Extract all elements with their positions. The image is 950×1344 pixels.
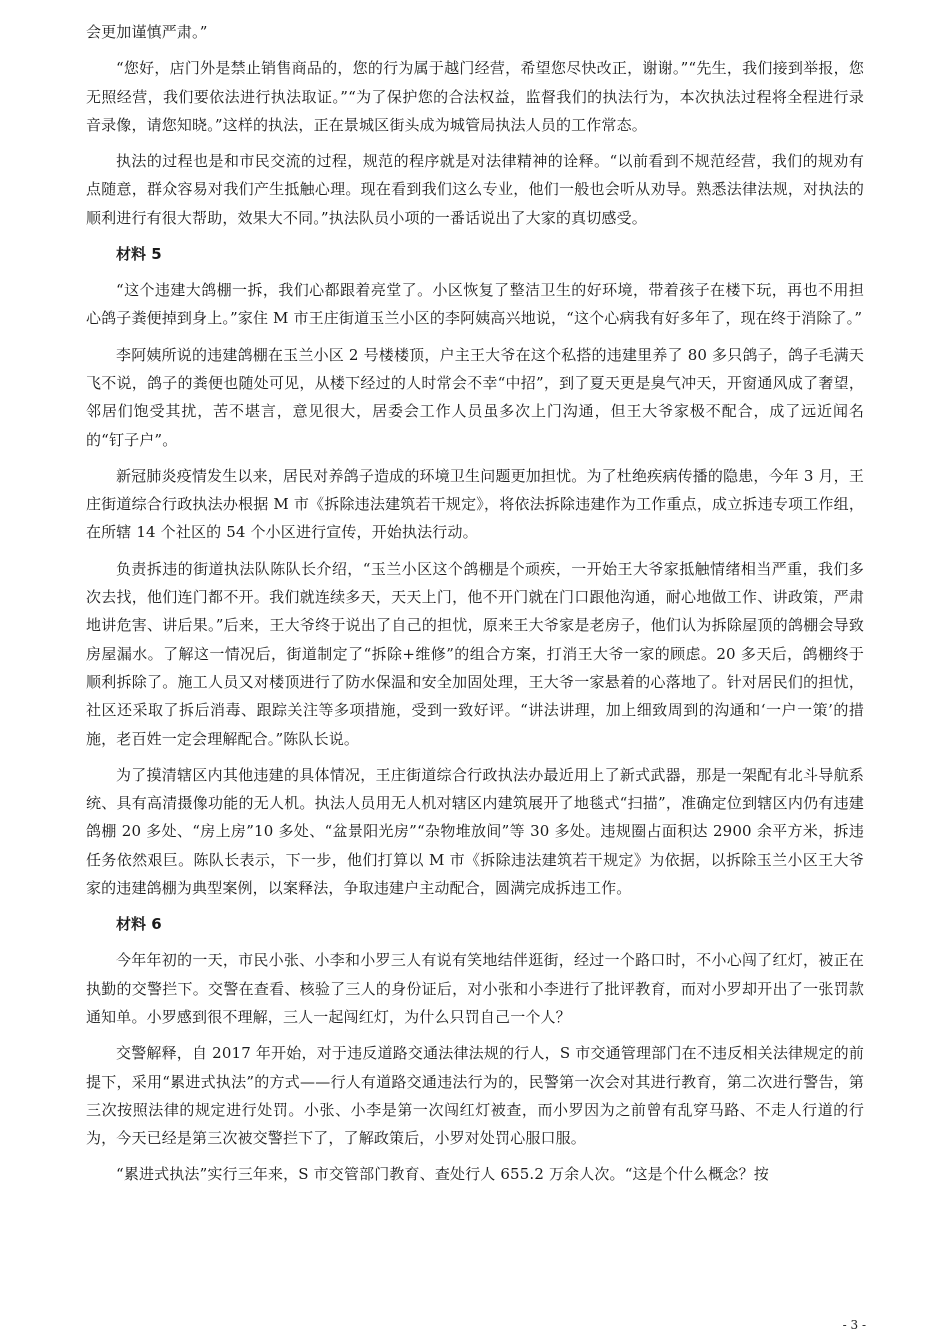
paragraph: “这个违建大鸽棚一拆，我们心都跟着亮堂了。小区恢复了整洁卫生的好环境，带着孩子在楼下玩，再也不用担心鸽子粪便掉到身上。”家住 M 市王庄街道玉兰小区的李阿姨高兴地说，“这个心病我有好多年了，现在终于消除了。” (86, 281, 864, 328)
document-page (86, 18, 864, 1197)
paragraph: “您好，店门外是禁止销售商品的，您的行为属于越门经营，希望您尽快改正，谢谢。”“先生，我们接到举报，您无照经营，我们要依法进行执法取证。”“为了保护您的合法权益，监督我们的执法行为，本次执法过程将全程进行录音录像，请您知晓。”这样的执法，正在景城区街头成为城管局执法人员的工作常态。 (86, 59, 864, 134)
paragraph: 今年年初的一天，市民小张、小李和小罗三人有说有笑地结伴逛街，经过一个路口时，不小心闯了红灯，被正在执勤的交警拦下。交警在查看、核验了三人的身份证后，对小张和小李进行了批评教育，而对小罗却开出了一张罚款通知单。小罗感到很不理解，三人一起闯红灯，为什么只罚自己一个人？ (86, 951, 864, 1026)
paragraph: 新冠肺炎疫情发生以来，居民对养鸽子造成的环境卫生问题更加担忧。为了杜绝疾病传播的隐患，今年 3 月，王庄街道综合行政执法办根据 M 市《拆除违法建筑若干规定》，将依法拆除违建作为工作重点，成立拆违专项工作组，在所辖 14 个社区的 54 个小区进行宣传，开始执法行动。 (86, 466, 865, 542)
paragraph: “累进式执法”实行三年来，S 市交管部门教育、查处行人 655.2 万余人次。“这是个什么概念？按 (116, 1165, 769, 1184)
paragraph: 执法的过程也是和市民交流的过程，规范的程序就是对法律精神的诠释。“以前看到不规范经营，我们的规劝有点随意，群众容易对我们产生抵触心理。现在看到我们这么专业，他们一般也会听从劝导。熟悉法律法规，对执法的顺利进行有很大帮助，效果大不同。”执法队员小项的一番话说出了大家的真切感受。 (86, 152, 864, 227)
paragraph: 为了摸清辖区内其他违建的具体情况，王庄街道综合行政执法办最近用上了新式武器，那是一架配有北斗导航系统、具有高清摄像功能的无人机。执法人员用无人机对辖区内建筑展开了地毯式“扫描”，准确定位到辖区内仍有违建鸽棚 20 多处、“房上房”10 多处、“盆景阳光房”“杂物堆放间”等 30 多处。违规圈占面积达 2900 余平方米，拆违任务依然艰巨。陈队长表示，下一步，他们打算以 M 市《拆除违法建筑若干规定》为依据，以拆除玉兰小区王大爷家的违建鸽棚为典型案例，以案释法，争取违建户主动配合，圆满完成拆违工作。 (86, 765, 864, 898)
paragraph-continuation: 会更加谨慎严肃。” (86, 23, 208, 41)
paragraph: 交警解释，自 2017 年开始，对于违反道路交通法律法规的行人，S 市交通管理部门在不违反相关法律规定的前提下，采用“累进式执法”的方式——行人有道路交通违法行为的，民警第一次会对其进行教育，第二次进行警告，第三次按照法律的规定进行处罚。小张、小李是第一次闯红灯被查，而小罗因为之前曾有乱穿马路、不走人行道的行为，今天已经是第三次被交警拦下了，了解政策后，小罗对处罚心服口服。 (86, 1044, 864, 1148)
paragraph: 负责拆违的街道执法队陈队长介绍，“玉兰小区这个鸽棚是个顽疾，一开始王大爷家抵触情绪相当严重，我们多次去找，他们连门都不开。我们就连续多天，天天上门，他不开门就在门口跟他沟通，耐心地做工作、讲政策，严肃地讲危害、讲后果。”后来，王大爷终于说出了自己的担忧，原来王大爷家是老房子，他们认为拆除屋顶的鸽棚会导致房屋漏水。了解这一情况后，街道制定了“拆除+维修”的组合方案，打消王大爷一家的顾虑。20 多天后，鸽棚终于顺利拆除了。施工人员又对楼顶进行了防水保温和安全加固处理，王大爷一家悬着的心落地了。针对居民们的担忧，社区还采取了拆后消毒、跟踪关注等多项措施，受到一致好评。“讲法讲理，加上细致周到的沟通和‘一户一策’的措施，老百姓一定会理解配合。”陈队长说。 (86, 559, 864, 748)
paragraph: 李阿姨所说的违建鸽棚在玉兰小区 2 号楼楼顶，户主王大爷在这个私搭的违建里养了 80 多只鸽子，鸽子毛满天飞不说，鸽子的粪便也随处可见，从楼下经过的人时常会不幸“中招”，到了夏天更是臭气冲天，开窗通风成了奢望，邻居们饱受其扰，苦不堪言，意见很大，居委会工作人员虽多次上门沟通，但王大爷家极不配合，成了远近闻名的“钉子户”。 (86, 345, 864, 449)
section-heading-material-6: 材料 6 (116, 915, 162, 934)
section-heading-material-5: 材料 5 (116, 245, 162, 264)
page-number: - 3 - (842, 1318, 866, 1332)
